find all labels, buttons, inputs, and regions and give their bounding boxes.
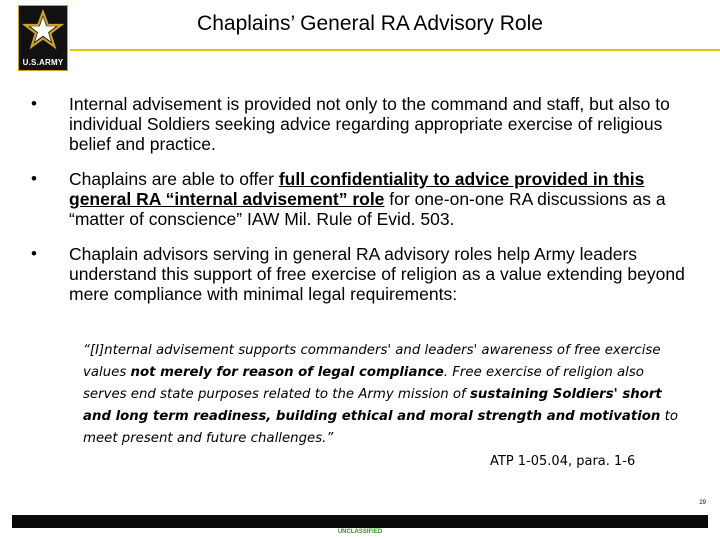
bullet-list — [28, 94, 688, 319]
star-icon — [22, 9, 64, 51]
bullet-dot: • — [31, 94, 37, 113]
bullet-text: Internal advisement is provided not only to the command and staff, but also to individual Soldiers seeking advice regarding appropriate exercise of religious belief and practice. — [69, 94, 670, 154]
bullet-dot: • — [31, 244, 37, 263]
bullet-text-before: Chaplains are able to offer — [69, 169, 279, 189]
page-number: 29 — [699, 500, 706, 506]
quote-emphasis: not merely for reason of legal compliance — [130, 365, 444, 380]
bullet-text-after: for one-on-one RA discussions as a “matter of conscience” IAW Mil. Rule of Evid. 503. — [69, 189, 666, 229]
footer-bar — [12, 515, 708, 528]
quote-text: . Free exercise of religion also serves end state purposes related to the Army mission of — [83, 365, 644, 402]
quote-emphasis: sustaining Soldiers' short and long term readiness, building ethical and moral strength and motivation — [83, 387, 662, 424]
bullet-item — [28, 169, 688, 229]
title-divider — [70, 49, 720, 51]
page-title: Chaplains’ General RA Advisory Role — [197, 12, 543, 35]
logo-text: U.S.ARMY — [22, 58, 64, 67]
bullet-text: Chaplain advisors serving in general RA advisory roles help Army leaders understand this support of free exercise of religion as a value extending beyond mere compliance with minimal legal requirements: — [69, 244, 685, 304]
army-star-logo — [18, 5, 68, 71]
bullet-dot: • — [31, 169, 37, 188]
quote-text: to meet present and future challenges.” — [83, 409, 678, 446]
quote-text: “[I]nternal advisement supports commanders' and leaders' awareness of free exercise values — [83, 343, 661, 380]
quote-block — [83, 340, 683, 450]
quote-citation: ATP 1-05.04, para. 1-6 — [490, 454, 636, 469]
bullet-item — [28, 94, 688, 154]
bullet-text-underlined: full confidentiality to advice provided in this general RA “internal advisement” role — [69, 169, 645, 209]
bullet-item — [28, 244, 688, 304]
classification-label: UNCLASSIFIED — [337, 529, 383, 535]
